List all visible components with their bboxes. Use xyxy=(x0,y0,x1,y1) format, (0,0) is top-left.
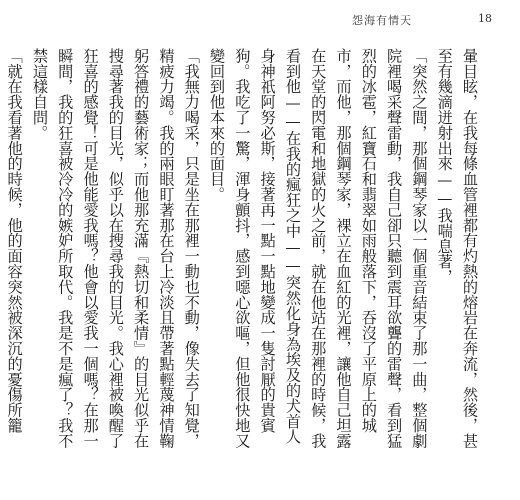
paragraph-2: 「突然之間，那個鋼琴家以一個重音結束了那一曲，整個劇院裡喝采聲雷動，我自己卻只聽到震耳欲聾的雷聲，看到猛烈的冰雹，紅寶石和翡翠如雨般落下，吞沒了平原上的城市，而他，那個鋼琴家，裸立在血紅的光裡，讓他自己坦露在天堂的閃電和地獄的火之前，就在他站在那裡的時候，我看到他——在我的瘋狂之中——突然化身為埃及的犬首人身神祇阿努必斯，接著再一點一點地變成一隻討厭的貴賓狗。我吃了一驚，渾身顫抖，感到噁心欲嘔，但他很快地又變回到他本來的面目。 xyxy=(208,48,429,449)
paragraph-3: 「我無力喝采，只是坐在那裡一動也不動，像失去了知覺，精疲力竭。我的兩眼盯著那在台上冷淡且帶著點輕蔑神情鞠躬答禮的藝術家；而他那充滿『熱切和柔情』的目光似乎在搜尋著我的目光，似乎以在搜尋我的目光。我心裡被喚醒了狂喜的感覺！可是他能愛我嗎？他會以愛我一個嗎？在那一瞬間，我的狂喜被冷冷的嫉妒所取代。我是不是瘋了？我不禁這樣自問。 xyxy=(30,48,201,449)
vertical-text-body xyxy=(0,48,482,458)
running-header-title: 怨海有情天 xyxy=(352,14,412,27)
paragraph-1: 暈目眩，在我每條血管裡都有灼熱的熔岩在奔流，然後，甚至有幾滴迸射出來——我喘息著， xyxy=(435,48,479,449)
paragraph-4: 「就在我看著他的時候，他的面容突然被深沉的憂傷所籠 xyxy=(5,48,24,433)
page-number: 18 xyxy=(478,12,492,25)
